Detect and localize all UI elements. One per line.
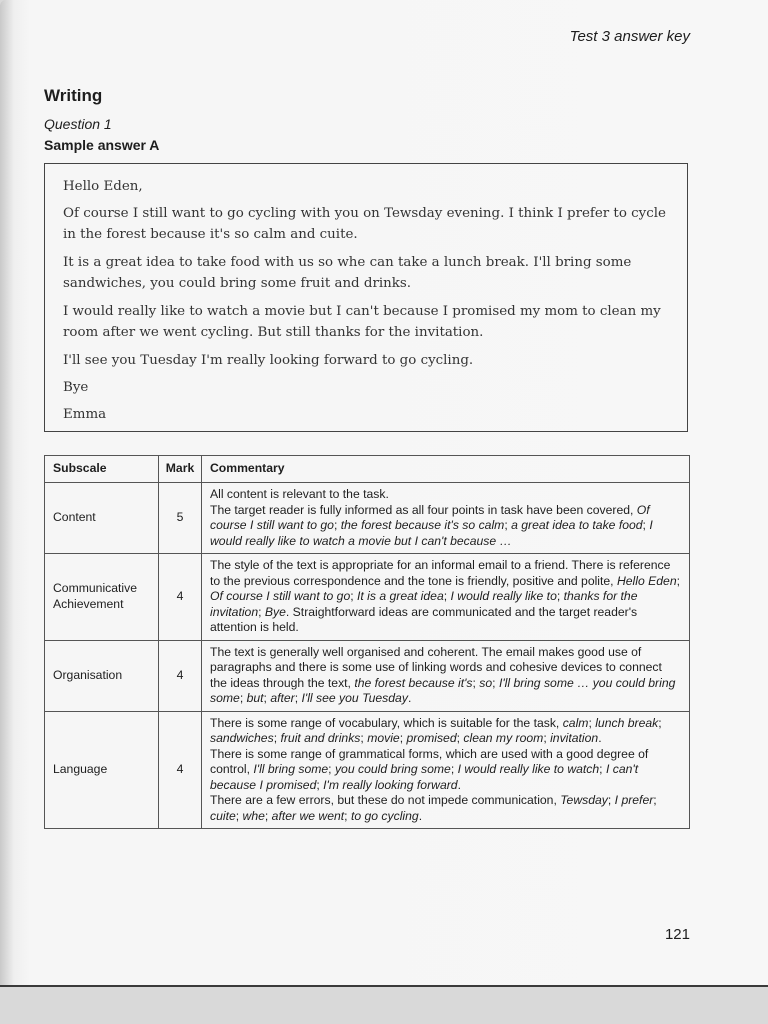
- quoted-example: Bye: [264, 604, 286, 619]
- quoted-example: I'll see you Tuesday: [301, 691, 408, 705]
- header-subscale: Subscale: [45, 456, 159, 483]
- quoted-example: but: [246, 691, 264, 705]
- quoted-example: you could bring some: [334, 762, 451, 776]
- quoted-example: I can't because I promised: [210, 762, 639, 792]
- quoted-example: so: [479, 675, 493, 690]
- quoted-example: Tewsday: [560, 793, 608, 807]
- assessment-table: [44, 455, 690, 829]
- letter-paragraph: I would really like to watch a movie but I can't because I promised my mom to clean my room after we went cycling. But still thanks for the invitation.: [63, 304, 661, 340]
- subscale-cell: Organisation: [45, 640, 159, 711]
- quoted-example: cuite: [210, 808, 236, 823]
- quoted-example: invitation: [550, 731, 599, 745]
- quoted-example: I prefer: [614, 793, 654, 807]
- table-row: [45, 711, 690, 829]
- quoted-example: to go cycling: [350, 808, 419, 823]
- quoted-example: after we went: [271, 808, 345, 823]
- quoted-example: promised: [406, 731, 457, 745]
- sample-letter: [44, 163, 688, 432]
- table-row: [45, 554, 690, 641]
- quoted-example: I would really like to: [450, 589, 557, 603]
- quoted-example: Of course I still want to go: [210, 589, 351, 603]
- quoted-example: after: [270, 691, 295, 705]
- quoted-example: I'll bring some … you could bring some: [210, 675, 676, 705]
- table-row: [45, 483, 690, 554]
- quoted-example: clean my room: [463, 731, 544, 745]
- quoted-example: thanks for the invitation: [210, 589, 638, 619]
- quoted-example: lunch break: [595, 715, 659, 730]
- quoted-example: whe: [242, 808, 265, 823]
- letter-paragraph: I'll see you Tuesday I'm really looking forward to go cycling.: [63, 353, 474, 368]
- sample-answer-label: Sample answer A: [44, 137, 160, 153]
- commentary-cell: The style of the text is appropriate for an informal email to a friend. There is reference to the previous correspondence and the tone is friendly, positive and polite, Hello Eden; Of course I still want to go; It is a great idea; I would really like to; thanks for the invitation; Bye. Straightforward ideas are communicated and the target reader's attention is held.: [202, 554, 690, 641]
- subscale-cell: Content: [45, 483, 159, 554]
- commentary-cell: All content is relevant to the task. The target reader is fully informed as all four points in task have been covered, Of course I still want to go; the forest because it's so calm; a great idea to take food; I would really like to watch a movie but I can't because …: [202, 483, 690, 554]
- subscale-cell: Communicative Achievement: [45, 554, 159, 641]
- quoted-example: calm: [562, 715, 589, 730]
- mark-cell: 5: [159, 483, 202, 554]
- quoted-example: I would really like to watch: [457, 762, 600, 776]
- subscale-cell: Language: [45, 711, 159, 829]
- quoted-example: the forest because it's: [354, 675, 473, 690]
- quoted-example: the forest because it's so calm: [340, 518, 505, 532]
- commentary-cell: The text is generally well organised and coherent. The email makes good use of paragraphs and there is some use of linking words and cohesive devices to connect the ideas through the text, the forest because it's; so; I'll bring some … you could bring some; but; after; I'll see you Tuesday.: [202, 640, 690, 711]
- mark-cell: 4: [159, 640, 202, 711]
- quoted-example: It is a great idea: [357, 589, 444, 603]
- letter-paragraph: Of course I still want to go cycling with you on Tewsday evening. I think I prefer to cycle in the forest because it's so calm and cuite.: [63, 206, 666, 242]
- question-label: Question 1: [44, 116, 112, 132]
- quoted-example: a great idea to take food: [511, 518, 643, 532]
- section-title: Writing: [44, 86, 103, 105]
- letter-paragraph: It is a great idea to take food with us so whe can take a lunch break. I'll bring some sandwiches, you could bring some fruit and drinks.: [63, 255, 632, 291]
- page-header: Test 3 answer key: [569, 28, 690, 45]
- quoted-example: Of course I still want to go: [210, 502, 650, 532]
- quoted-example: fruit and drinks: [280, 731, 361, 745]
- quoted-example: I'll bring some: [253, 762, 329, 776]
- table-row: [45, 640, 690, 711]
- header-commentary: Commentary: [202, 456, 690, 483]
- mark-cell: 4: [159, 711, 202, 829]
- quoted-example: Hello Eden: [616, 573, 677, 588]
- quoted-example: I would really like to watch a movie but I can't because …: [210, 518, 653, 548]
- quoted-example: sandwiches: [210, 731, 274, 745]
- header-mark: Mark: [159, 456, 202, 483]
- page-number: 121: [664, 926, 690, 943]
- quoted-example: I'm really looking forward: [323, 777, 458, 792]
- letter-closing: Bye: [63, 380, 89, 395]
- commentary-cell: There is some range of vocabulary, which is suitable for the task, calm; lunch break; sandwiches; fruit and drinks; movie; promised; clean my room; invitation. There is some range of grammatical forms, which are used with a good degree of control, I'll bring some; you could bring some; I would really like to watch; I can't because I promised; I'm really looking forward. There are a few errors, but these do not impede communication, Tewsday; I prefer; cuite; whe; after we went; to go cycling.: [202, 711, 690, 829]
- table-header-row: [45, 456, 690, 483]
- letter-greeting: Hello Eden,: [63, 179, 143, 194]
- quoted-example: movie: [367, 731, 400, 745]
- letter-signature: Emma: [63, 407, 107, 422]
- mark-cell: 4: [159, 554, 202, 641]
